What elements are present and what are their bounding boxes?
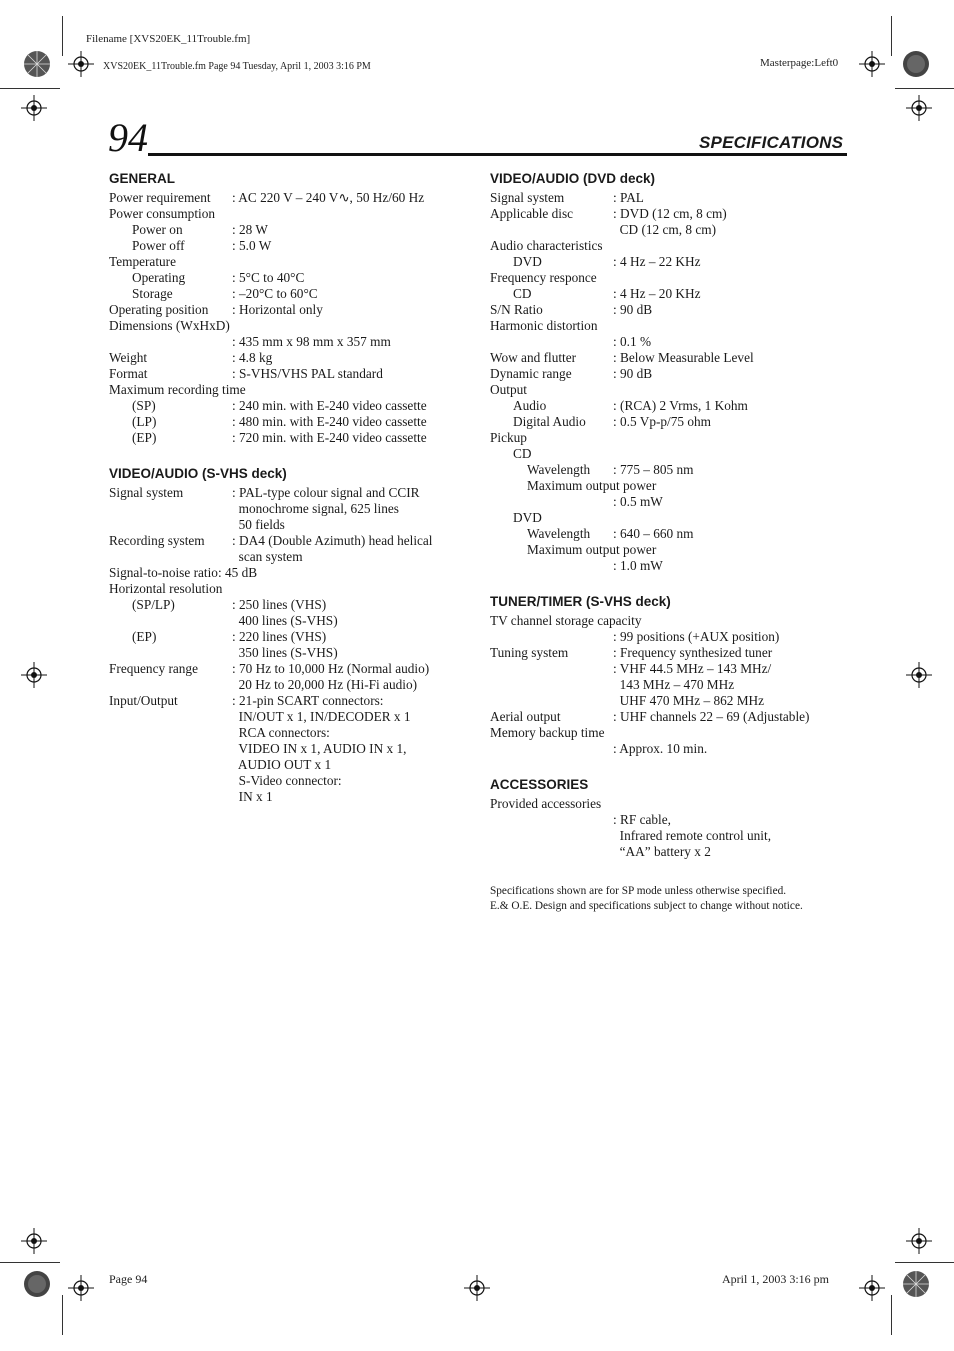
spec-label: Harmonic distortion (490, 318, 598, 333)
spec-row (109, 366, 479, 382)
spec-value: : S-VHS/VHS PAL standard (232, 366, 383, 381)
spec-value: : (RCA) 2 Vrms, 1 Kohm (613, 398, 748, 413)
file-info-label: XVS20EK_11Trouble.fm Page 94 Tuesday, April 1, 2003 3:16 PM (103, 61, 371, 72)
spec-row (490, 526, 850, 542)
spec-row (490, 414, 850, 430)
spec-row (109, 398, 479, 414)
spec-value: : 21-pin SCART connectors: (232, 693, 384, 708)
spec-row (490, 270, 850, 286)
spec-row (109, 581, 479, 597)
spec-label: DVD (513, 510, 542, 525)
spec-row (490, 366, 850, 382)
spec-label: Tuning system (490, 645, 569, 660)
spec-row (109, 517, 479, 533)
spec-label: Maximum output power (527, 478, 657, 493)
spec-row (109, 238, 479, 254)
spec-value: AUDIO OUT x 1 (232, 757, 332, 772)
spec-value: scan system (232, 549, 303, 564)
spec-label: CD (513, 286, 532, 301)
crosshair-icon (21, 1228, 47, 1254)
spec-label: CD (513, 446, 532, 461)
svhs-heading: VIDEO/AUDIO (S-VHS deck) (109, 466, 287, 481)
spec-row (109, 485, 479, 501)
spec-value: : Below Measurable Level (613, 350, 754, 365)
footer-date: April 1, 2003 3:16 pm (722, 1272, 829, 1286)
spec-value: : 99 positions (+AUX position) (613, 629, 780, 644)
spec-row (109, 286, 479, 302)
spec-value: IN/OUT x 1, IN/DECODER x 1 (232, 709, 411, 724)
spec-value: : PAL-type colour signal and CCIR (232, 485, 420, 500)
spec-value: : DA4 (Double Azimuth) head helical (232, 533, 433, 548)
spec-row (109, 613, 479, 629)
spec-row (490, 302, 850, 318)
spec-row (490, 238, 850, 254)
spec-row (490, 741, 850, 757)
spec-label: Storage (132, 286, 173, 301)
spec-row (490, 558, 850, 574)
registration-dot-icon (902, 1270, 930, 1298)
spec-row (490, 398, 850, 414)
general-list (109, 190, 479, 446)
spec-row (109, 597, 479, 613)
spec-value: UHF 470 MHz – 862 MHz (613, 693, 765, 708)
spec-label: Signal system (109, 485, 184, 500)
spec-value: : 720 min. with E-240 video cassette (232, 430, 427, 445)
dvd-list (490, 190, 850, 574)
spec-label: (EP) (132, 629, 157, 644)
spec-label: Signal system (490, 190, 565, 205)
spec-value: : 435 mm x 98 mm x 357 mm (232, 334, 391, 349)
spec-label: Weight (109, 350, 148, 365)
spec-row (109, 382, 479, 398)
spec-row (490, 828, 850, 844)
spec-value: 50 fields (232, 517, 285, 532)
spec-value: : RF cable, (613, 812, 671, 827)
registration-dot-icon (23, 50, 51, 78)
spec-value: : 0.5 Vp-p/75 ohm (613, 414, 712, 429)
spec-value: S-Video connector: (232, 773, 342, 788)
crop-mark (891, 1295, 892, 1335)
spec-value: : 5°C to 40°C (232, 270, 305, 285)
spec-value: : 90 dB (613, 366, 653, 381)
spec-row (109, 725, 479, 741)
spec-label: Horizontal resolution (109, 581, 223, 596)
spec-row (490, 844, 850, 860)
spec-row (490, 661, 850, 677)
general-heading: GENERAL (109, 171, 176, 186)
tuner-heading: TUNER/TIMER (S-VHS deck) (490, 594, 671, 609)
spec-row (490, 350, 850, 366)
spec-row (490, 254, 850, 270)
spec-value: : 4.8 kg (232, 350, 273, 365)
spec-value: : DVD (12 cm, 8 cm) (613, 206, 727, 221)
spec-row (109, 206, 479, 222)
spec-label: Operating position (109, 302, 209, 317)
spec-value: : Horizontal only (232, 302, 323, 317)
spec-value: : 480 min. with E-240 video cassette (232, 414, 427, 429)
spec-row (490, 462, 850, 478)
spec-value: : –20°C to 60°C (232, 286, 318, 301)
spec-value: 20 Hz to 20,000 Hz (Hi-Fi audio) (232, 677, 418, 692)
footer-page: Page 94 (109, 1272, 148, 1286)
spec-label: Pickup (490, 430, 527, 445)
crosshair-icon (464, 1275, 490, 1301)
spec-notes (490, 884, 840, 913)
spec-value: 350 lines (S-VHS) (232, 645, 338, 660)
spec-label: Maximum recording time (109, 382, 246, 397)
spec-row (490, 542, 850, 558)
spec-label: Signal-to-noise ratio: 45 dB (109, 565, 258, 580)
spec-label: Recording system (109, 533, 205, 548)
spec-row (490, 677, 850, 693)
dvd-heading: VIDEO/AUDIO (DVD deck) (490, 171, 656, 186)
spec-row (490, 725, 850, 741)
spec-row (490, 478, 850, 494)
spec-label: Format (109, 366, 148, 381)
spec-value: : AC 220 V – 240 V∿, 50 Hz/60 Hz (232, 190, 425, 205)
spec-value: : 28 W (232, 222, 268, 237)
spec-row (490, 796, 850, 812)
crop-mark (895, 88, 954, 89)
spec-label: Input/Output (109, 693, 178, 708)
spec-value: : VHF 44.5 MHz – 143 MHz/ (613, 661, 772, 676)
spec-value: 143 MHz – 470 MHz (613, 677, 735, 692)
spec-value: monochrome signal, 625 lines (232, 501, 399, 516)
spec-row (490, 382, 850, 398)
spec-row (109, 549, 479, 565)
crosshair-icon (21, 95, 47, 121)
spec-value: : 4 Hz – 20 KHz (613, 286, 701, 301)
crosshair-icon (906, 662, 932, 688)
spec-row (490, 286, 850, 302)
spec-label: Power requirement (109, 190, 211, 205)
registration-dot-icon (902, 50, 930, 78)
spec-value: : 90 dB (613, 302, 653, 317)
svhs-list (109, 485, 479, 805)
masterpage-label: Masterpage:Left0 (760, 57, 839, 69)
spec-row (109, 693, 479, 709)
spec-value: VIDEO IN x 1, AUDIO IN x 1, (232, 741, 407, 756)
title-rule (148, 153, 847, 156)
spec-value: : 775 – 805 nm (613, 462, 694, 477)
crosshair-icon (859, 1275, 885, 1301)
spec-value: : Frequency synthesized tuner (613, 645, 773, 660)
page-title: SPECIFICATIONS (699, 133, 844, 152)
note-sp-mode: Specifications shown are for SP mode unless otherwise specified. (490, 885, 787, 897)
spec-label: Audio characteristics (490, 238, 603, 253)
crop-mark (62, 16, 63, 56)
spec-value: : 0.5 mW (613, 494, 663, 509)
spec-label: Applicable disc (490, 206, 574, 221)
crosshair-icon (906, 1228, 932, 1254)
spec-value: : 220 lines (VHS) (232, 629, 327, 644)
spec-row (490, 446, 850, 462)
spec-row (490, 510, 850, 526)
spec-row (490, 693, 850, 709)
spec-label: Output (490, 382, 527, 397)
crosshair-icon (859, 51, 885, 77)
spec-row (109, 222, 479, 238)
spec-row (109, 302, 479, 318)
crosshair-icon (21, 662, 47, 688)
spec-label: DVD (513, 254, 542, 269)
spec-row (109, 773, 479, 789)
spec-row (109, 190, 479, 206)
spec-label: Digital Audio (513, 414, 586, 429)
note-eoe: E.& O.E. Design and specifications subject to change without notice. (490, 899, 803, 912)
accessories-list (490, 796, 850, 860)
spec-row (109, 254, 479, 270)
spec-value: CD (12 cm, 8 cm) (613, 222, 717, 237)
spec-row (490, 494, 850, 510)
spec-row (490, 190, 850, 206)
spec-row (490, 629, 850, 645)
spec-label: (LP) (132, 414, 157, 429)
spec-label: S/N Ratio (490, 302, 543, 317)
spec-label: Maximum output power (527, 542, 657, 557)
spec-row (109, 645, 479, 661)
spec-value: : 1.0 mW (613, 558, 663, 573)
crop-mark (0, 88, 60, 89)
spec-label: Power consumption (109, 206, 215, 221)
spec-row (109, 709, 479, 725)
spec-value: Infrared remote control unit, (613, 828, 772, 843)
spec-row (490, 613, 850, 629)
spec-label: Memory backup time (490, 725, 605, 740)
spec-row (490, 709, 850, 725)
spec-row (109, 350, 479, 366)
spec-value: : 250 lines (VHS) (232, 597, 327, 612)
spec-row (109, 533, 479, 549)
spec-row (109, 789, 479, 805)
spec-value: : 240 min. with E-240 video cassette (232, 398, 427, 413)
crop-mark (0, 1262, 60, 1263)
spec-row (490, 334, 850, 350)
spec-row (109, 661, 479, 677)
spec-label: Operating (132, 270, 186, 285)
spec-label: Dimensions (WxHxD) (109, 318, 230, 333)
spec-row (109, 430, 479, 446)
spec-label: Wow and flutter (490, 350, 577, 365)
spec-row (109, 757, 479, 773)
accessories-heading: ACCESSORIES (490, 777, 589, 792)
spec-label: Aerial output (490, 709, 561, 724)
spec-row (109, 741, 479, 757)
spec-value: IN x 1 (232, 789, 273, 804)
spec-row (109, 270, 479, 286)
spec-row (109, 318, 479, 334)
spec-label: Frequency range (109, 661, 198, 676)
spec-row (490, 430, 850, 446)
crop-mark (62, 1295, 63, 1335)
filename-label: Filename [XVS20EK_11Trouble.fm] (86, 33, 251, 45)
crosshair-icon (906, 95, 932, 121)
spec-row (109, 414, 479, 430)
spec-value: : 4 Hz – 22 KHz (613, 254, 701, 269)
spec-value: 400 lines (S-VHS) (232, 613, 338, 628)
spec-value: : PAL (613, 190, 644, 205)
spec-row (109, 334, 479, 350)
spec-row (490, 645, 850, 661)
spec-label: Power off (132, 238, 185, 253)
spec-row (490, 206, 850, 222)
spec-row (109, 629, 479, 645)
spec-label: Wavelength (527, 462, 591, 477)
right-column (490, 171, 850, 913)
spec-label: Frequency responce (490, 270, 597, 285)
spec-label: Audio (513, 398, 547, 413)
tuner-list (490, 613, 850, 757)
spec-value: : Approx. 10 min. (613, 741, 708, 756)
spec-label: TV channel storage capacity (490, 613, 642, 628)
spec-label: Provided accessories (490, 796, 602, 811)
spec-value: : UHF channels 22 – 69 (Adjustable) (613, 709, 810, 724)
spec-label: (SP/LP) (132, 597, 175, 612)
spec-label: Dynamic range (490, 366, 572, 381)
crosshair-icon (68, 1275, 94, 1301)
spec-row (490, 812, 850, 828)
crop-mark (891, 16, 892, 56)
crop-mark (895, 1262, 954, 1263)
spec-label: (SP) (132, 398, 156, 413)
spec-label: (EP) (132, 430, 157, 445)
spec-value: “AA” battery x 2 (613, 844, 711, 859)
page-number: 94 (108, 115, 148, 160)
spec-label: Temperature (109, 254, 176, 269)
spec-label: Wavelength (527, 526, 591, 541)
spec-value: : 70 Hz to 10,000 Hz (Normal audio) (232, 661, 430, 676)
spec-row (490, 318, 850, 334)
registration-dot-icon (23, 1270, 51, 1298)
spec-label: Power on (132, 222, 183, 237)
spec-value: : 5.0 W (232, 238, 272, 253)
spec-row (109, 677, 479, 693)
spec-row (490, 222, 850, 238)
spec-value: : 640 – 660 nm (613, 526, 694, 541)
spec-row (109, 565, 479, 581)
left-column (109, 171, 479, 805)
spec-row (109, 501, 479, 517)
crosshair-icon (68, 51, 94, 77)
spec-value: RCA connectors: (232, 725, 330, 740)
spec-value: : 0.1 % (613, 334, 652, 349)
